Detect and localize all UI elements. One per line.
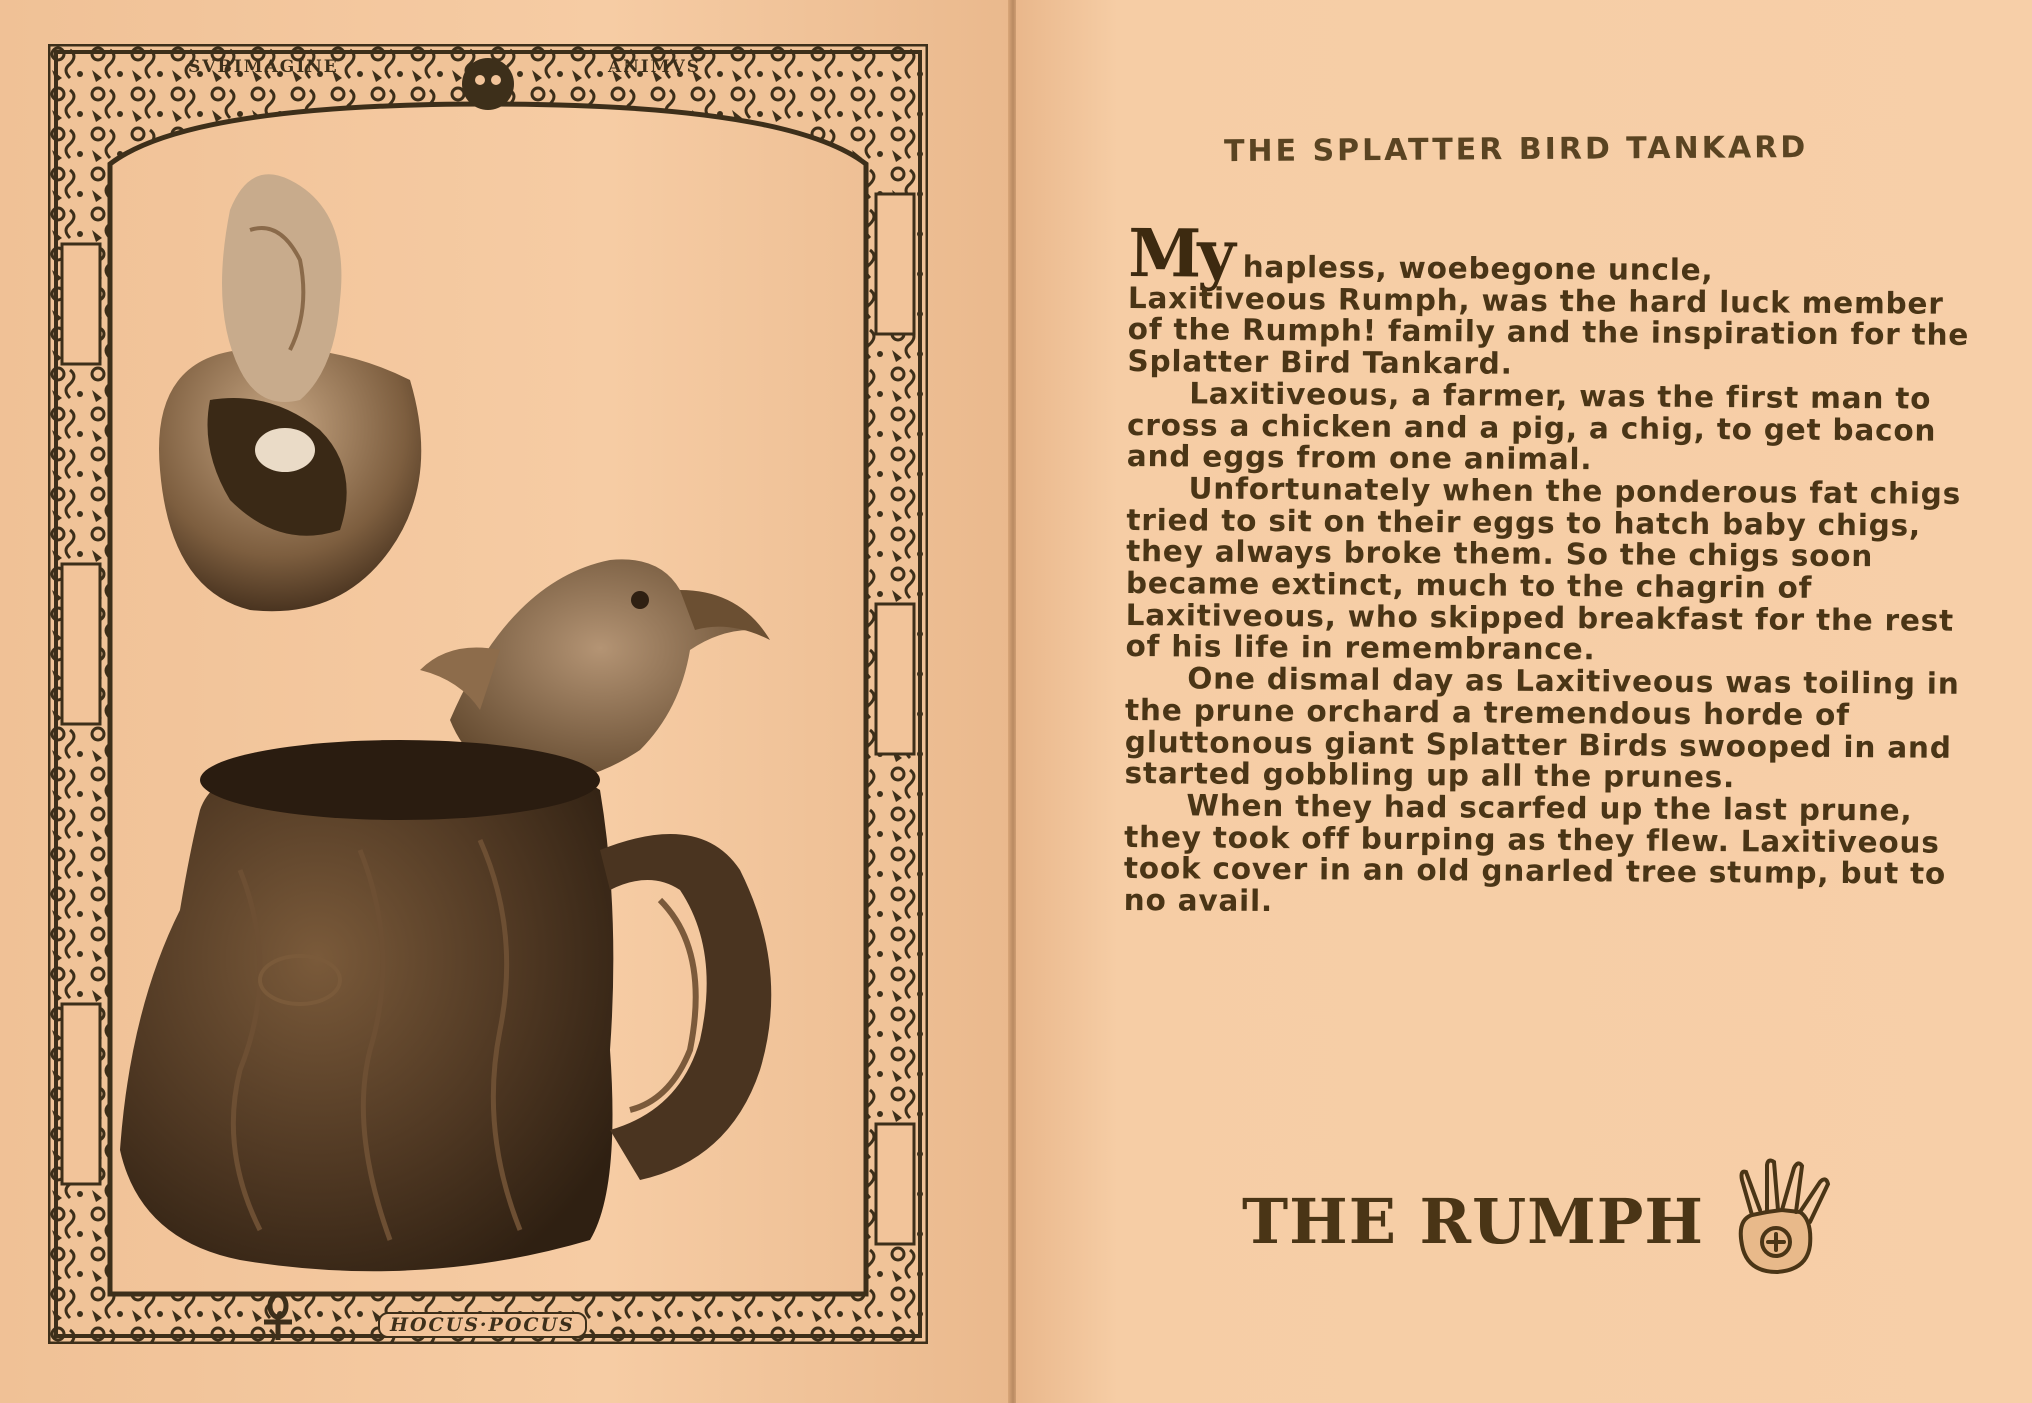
paragraph-1-rest: Laxitiveous Rumph, was the hard luck member of the Rumph! family and the inspiration for the Splatter Bird Tankard. xyxy=(1127,280,1970,381)
page-title: THE SPLATTER BIRD TANKARD xyxy=(1223,130,1809,170)
story-text xyxy=(1123,214,1989,923)
paragraph-5: When they had scarfed up the last prune, they took off burping as they flew. Laxitiveous took cover in an old gnarled tree stump, but to no avail. xyxy=(1123,788,1947,919)
signature: THE RUMPH xyxy=(1242,1185,1704,1258)
lid-piece xyxy=(159,174,421,611)
left-page xyxy=(0,0,1010,1403)
frame-label-top-left: SVBIMAGINE xyxy=(188,57,339,77)
paragraph-2: Laxitiveous, a farmer, was the first man to cross a chicken and a pig, a chig, to get bacon and eggs from one animal. xyxy=(1126,376,1937,477)
paragraph-4: One dismal day as Laxitiveous was toiling in the prune orchard a tremendous horde of gluttonous giant Splatter Birds swooped in and started gobbling up all the prunes. xyxy=(1124,661,1960,795)
dropcap: My xyxy=(1127,214,1232,293)
paragraph-1-first-line: hapless, woebegone uncle, xyxy=(1231,249,1714,288)
paragraph-1 xyxy=(1127,214,1988,384)
tankard-photo xyxy=(120,150,840,1310)
mug-body xyxy=(120,740,771,1271)
hand-icon xyxy=(1712,1150,1842,1280)
frame-label-top-right: ANIMVS xyxy=(608,57,701,77)
frame-label-bottom: HOCUS·POCUS xyxy=(378,1312,587,1338)
paragraph-3: Unfortunately when the ponderous fat chigs tried to sit on their eggs to hatch baby chigs, they always broke them. So the chigs soon became extinct, much to the chagrin of Laxitiveous, who skipped breakfast for the rest of his life in remembrance. xyxy=(1125,471,1962,667)
